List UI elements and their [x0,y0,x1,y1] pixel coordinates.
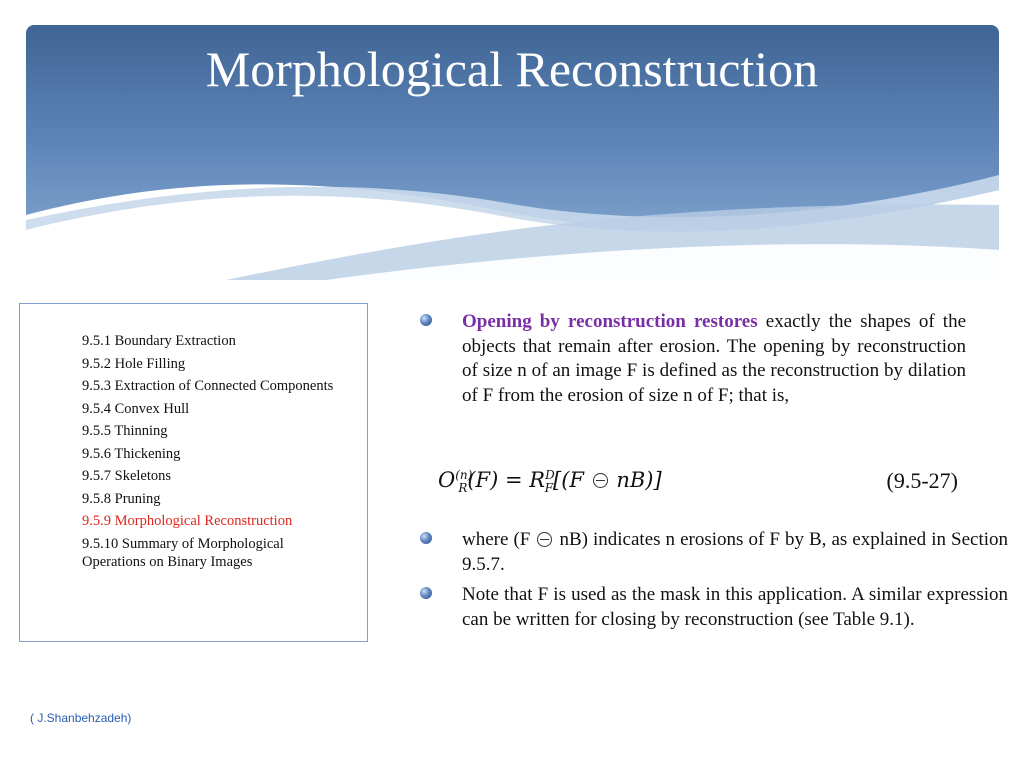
bullet-opening-definition [420,310,966,408]
toc-item: 9.5.3 Extraction of Connected Components [82,378,334,394]
equation [438,464,958,504]
bullet-icon [420,532,432,544]
highlight-text: Opening by reconstruction restores [462,311,758,332]
bullet-icon [420,314,432,326]
bullet-mask-note [420,583,1008,632]
toc-item: 9.5.6 Thickening [82,445,181,462]
footer-author: ( J.Shanbehzadeh) [30,711,132,725]
toc-box [19,303,368,642]
ominus-icon [593,473,608,488]
toc-item: 9.5.2 Hole Filling [82,355,186,372]
toc-item: 9.5.4 Convex Hull [82,400,190,417]
bullet-text: nB) indicates n erosions of F by B, as explained in Section 9.5.7. [462,529,1009,575]
toc-item: 9.5.7 Skeletons [82,468,172,484]
bullet-text: where (F [462,529,531,550]
equation-number: (9.5-27) [886,468,958,493]
toc-item: 9.5.10 Summary of Morphological Operations on Binary Images [82,535,284,570]
equation-formula: $O^{(n)}_R(F) = R^D_F[(F$ nB)] [438,468,662,496]
toc-item: 9.5.8 Pruning [82,490,161,507]
toc-item-active: 9.5.9 Morphological Reconstruction [82,513,293,529]
toc-item: 9.5.1 Boundary Extraction [82,333,236,349]
slide-title: Morphological Reconstruction [205,41,819,97]
bullet-text: exactly the shapes of the objects that remain after erosion. The opening by reconstruction of size n of an image F is defined as the reconstruction by dilation of F from the erosion of size n of F; that is, [462,311,966,406]
bullet-icon [420,587,432,599]
bullet-where-clause [420,528,1008,577]
toc-item: 9.5.5 Thinning [82,423,168,439]
ominus-icon [537,532,552,547]
toc-list [20,304,367,571]
bullet-list [420,310,966,408]
bullet-text: Note that F is used as the mask in this application. A similar expression can be written for closing by reconstruction (see Table 9.1). [462,584,1008,630]
